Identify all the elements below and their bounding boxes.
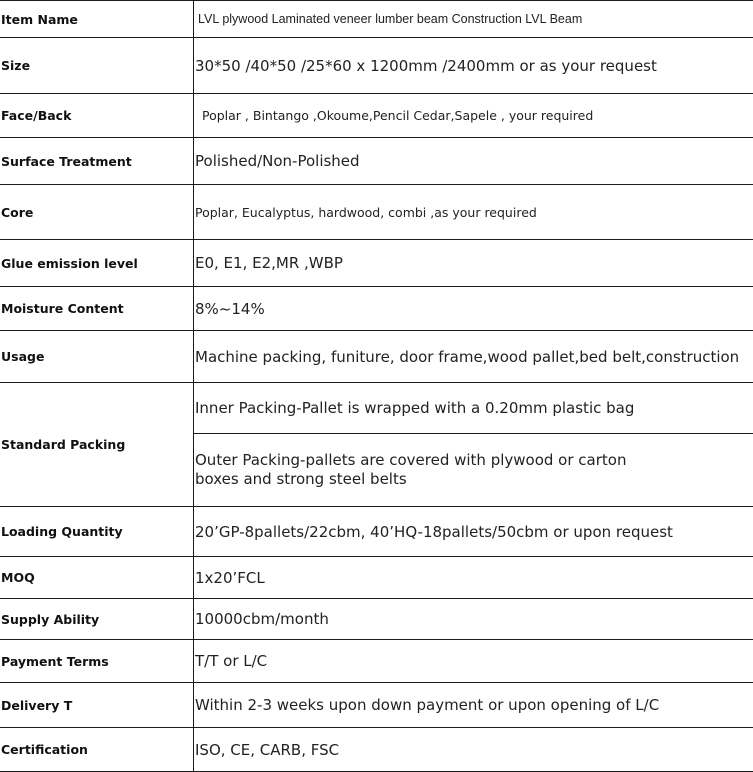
table-row (0, 138, 753, 185)
row-value: 20’GP-8pallets/22cbm, 40’HQ-18pallets/50cbm or upon request (194, 507, 753, 557)
row-value: Poplar, Eucalyptus, hardwood, combi ,as your required (194, 185, 753, 240)
row-label: Core (0, 185, 194, 240)
row-label: Supply Ability (0, 599, 194, 640)
table-row (0, 683, 753, 728)
inner-packing-value: Inner Packing-Pallet is wrapped with a 0.20mm plastic bag (194, 383, 753, 434)
table-row (0, 728, 753, 772)
row-label: Loading Quantity (0, 507, 194, 557)
row-label: Glue emission level (0, 240, 194, 287)
table-row (0, 240, 753, 287)
table-row (0, 94, 753, 138)
row-label: Standard Packing (0, 383, 194, 507)
row-value: ISO, CE, CARB, FSC (194, 728, 753, 772)
row-label: Moisture Content (0, 287, 194, 331)
row-value: 1x20’FCL (194, 557, 753, 599)
outer-packing-value (194, 434, 753, 507)
row-label: Face/Back (0, 94, 194, 138)
row-value: Poplar , Bintango ,Okoume,Pencil Cedar,Sapele , your required (194, 94, 753, 138)
row-label: Usage (0, 331, 194, 383)
row-label: MOQ (0, 557, 194, 599)
row-label: Delivery T (0, 683, 194, 728)
table-row (0, 287, 753, 331)
row-label: Size (0, 38, 194, 94)
table-row (0, 38, 753, 94)
row-value: LVL plywood Laminated veneer lumber beam Construction LVL Beam (194, 1, 753, 38)
table-row (0, 507, 753, 557)
row-value: Polished/Non-Polished (194, 138, 753, 185)
row-label: Payment Terms (0, 640, 194, 683)
row-label: Item Name (0, 1, 194, 38)
table-row (0, 1, 753, 38)
row-value: 30*50 /40*50 /25*60 x 1200mm /2400mm or as your request (194, 38, 753, 94)
table-row (0, 599, 753, 640)
table-row (0, 640, 753, 683)
table-row (0, 331, 753, 383)
row-label: Surface Treatment (0, 138, 194, 185)
outer-packing-line-2: boxes and strong steel belts (195, 470, 407, 488)
table-row (0, 557, 753, 599)
row-value: 10000cbm/month (194, 599, 753, 640)
row-value: Within 2-3 weeks upon down payment or upon opening of L/C (194, 683, 753, 728)
row-value: 8%~14% (194, 287, 753, 331)
row-value: T/T or L/C (194, 640, 753, 683)
row-label: Certification (0, 728, 194, 772)
outer-packing-line-1: Outer Packing-pallets are covered with plywood or carton (195, 451, 626, 469)
row-value: Machine packing, funiture, door frame,wood pallet,bed belt,construction (194, 331, 753, 383)
row-value: E0, E1, E2,MR ,WBP (194, 240, 753, 287)
table-row (0, 185, 753, 240)
table-row (0, 383, 753, 434)
